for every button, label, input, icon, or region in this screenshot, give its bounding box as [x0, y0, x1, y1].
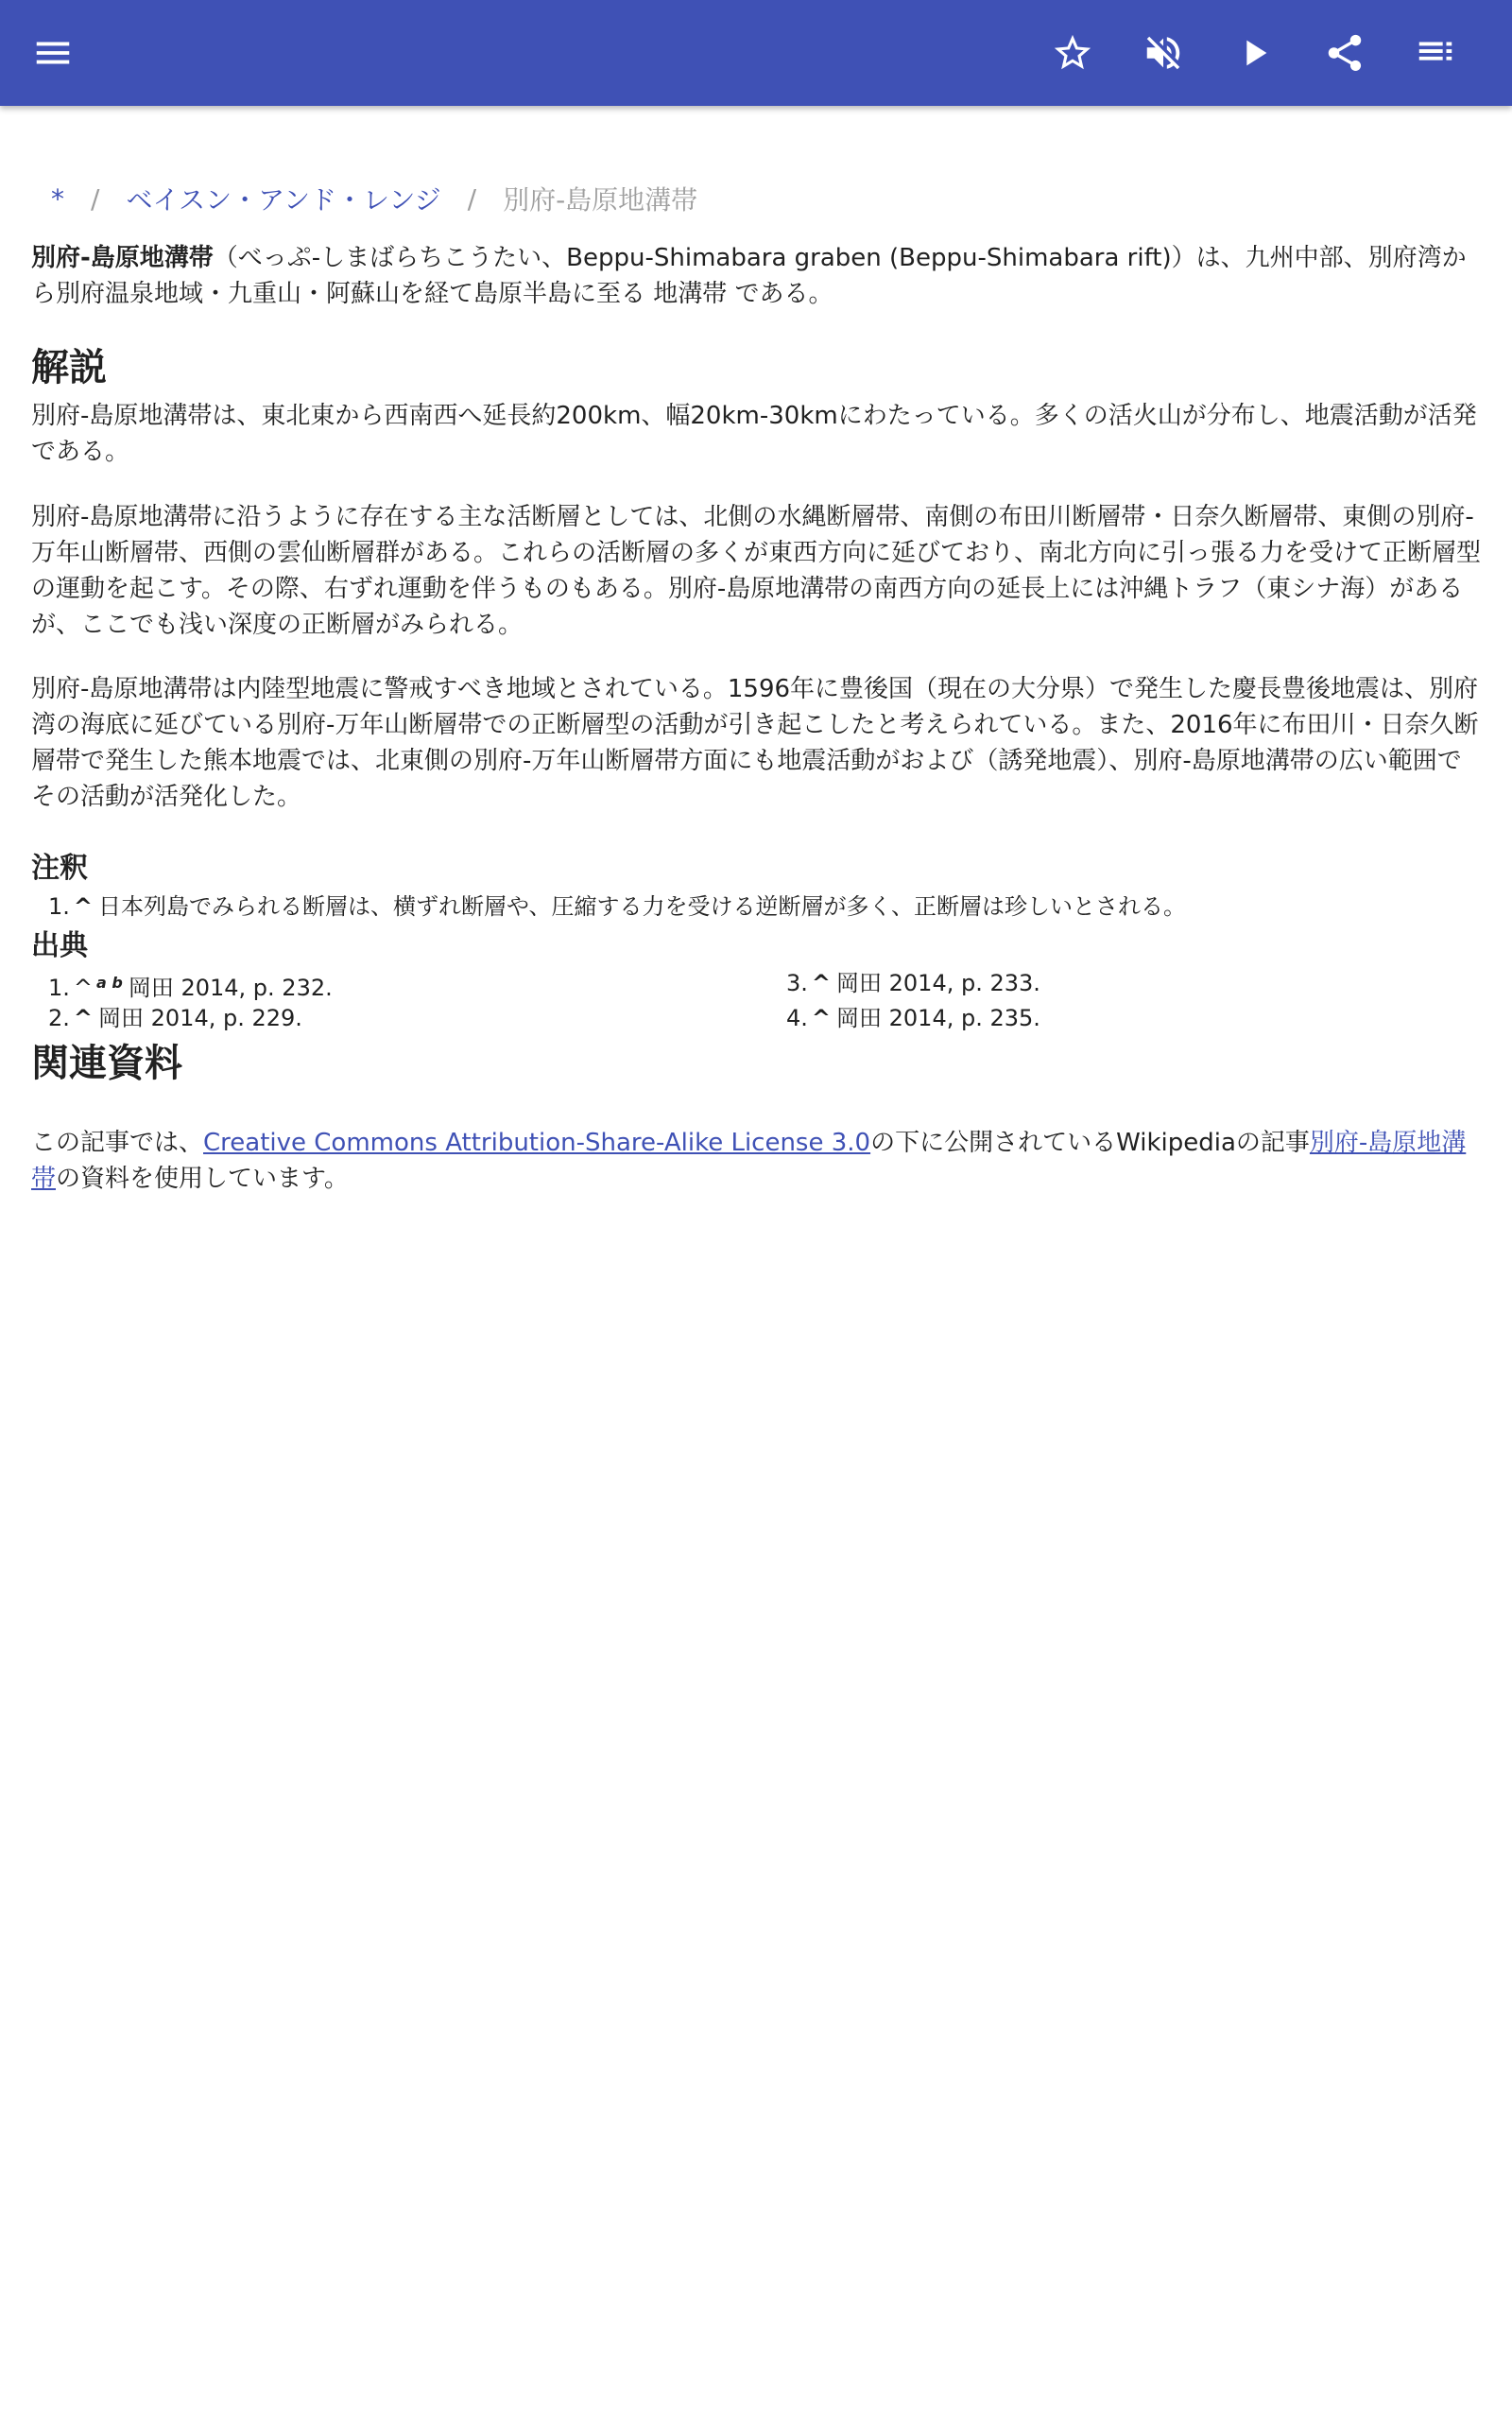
backlink-letters[interactable]: a b	[96, 974, 123, 992]
breadcrumb	[51, 170, 697, 227]
playlist-icon	[1414, 31, 1457, 75]
source-number: 4.	[786, 1005, 808, 1031]
source-text: 岡田 2014, p. 233.	[836, 970, 1040, 996]
app-bar	[0, 0, 1512, 106]
source-number: 2.	[48, 1005, 70, 1031]
play-button[interactable]	[1224, 23, 1284, 83]
note-number: 1.	[48, 893, 70, 920]
section-heading-notes: 注釈	[31, 852, 88, 885]
source-number: 1.	[48, 975, 70, 1001]
hamburger-menu-icon	[31, 31, 75, 75]
breadcrumb-separator: /	[467, 182, 477, 215]
backlink-caret: ^	[73, 975, 94, 1001]
paragraph: 別府-島原地溝帯に沿うように存在する主な活断層としては、北側の水縄断層帯、南側の布田川断層帯・日奈久断層帯、東側の別府-万年山断層帯、西側の雲仙断層群がある。これらの活断層の多くが東西方向に延びており、南北方向に引っ張る力を受けて正断層型の運動を起こす。その際、右ずれ運動を伴うものもある。別府-島原地溝帯の南西方向の延長上には沖縄トラフ（東シナ海）があるが、ここでも浅い深度の正断層がみられる。	[31, 503, 1482, 639]
breadcrumb-separator: /	[91, 182, 100, 215]
volume-off-icon	[1142, 31, 1185, 75]
paragraph: 別府-島原地溝帯は、東北東から西南西へ延長約200km、幅20km-30kmにわたっている。多くの活火山が分布し、地震活動が活発である。	[31, 402, 1477, 466]
section-heading-sources: 出典	[31, 929, 88, 962]
section-heading-kaisetsu: 解説	[31, 346, 107, 389]
license-prefix: この記事では、	[31, 1129, 204, 1157]
backlink-caret[interactable]: ^	[811, 970, 832, 996]
source-item	[786, 966, 1040, 1000]
playlist-button[interactable]	[1405, 23, 1466, 83]
license-suffix: の資料を使用しています。	[56, 1165, 349, 1193]
article-link[interactable]: 別府-島原地溝帯	[31, 1129, 1467, 1193]
lead-term: 別府-島原地溝帯	[31, 244, 214, 272]
mute-button[interactable]	[1133, 23, 1194, 83]
menu-button[interactable]	[23, 23, 83, 83]
source-item	[786, 1001, 1040, 1035]
lead-paragraph	[31, 240, 1482, 312]
lead-text: （べっぷ-しまばらちこうたい、Beppu-Shimabara graben (Beppu-Shimabara rift)）は、九州中部、別府湾から別府温泉地域・九重山・阿蘇山を経て島原半島に至る 地溝帯 である。	[31, 244, 1467, 308]
paragraph: 別府-島原地溝帯は内陸型地震に警戒すべき地域とされている。1596年に豊後国（現在の大分県）で発生した慶長豊後地震は、別府湾の海底に延びている別府-万年山断層帯での正断層型の活動が引き起こしたと考えられている。また、2016年に布田川・日奈久断層帯で発生した熊本地震では、北東側の別府-万年山断層帯方面にも地震活動がおよび（誘発地震）、別府‐島原地溝帯の広い範囲でその活動が活発化した。	[31, 675, 1479, 811]
source-item	[48, 1001, 302, 1035]
backlink-caret[interactable]: ^	[73, 1005, 94, 1031]
note-text: 日本列島でみられる断層は、横ずれ断層や、圧縮する力を受ける逆断層が多く、正断層は珍しいとされる。	[98, 893, 1187, 920]
license-link[interactable]: Creative Commons Attribution-Share-Alike License 3.0	[203, 1129, 871, 1157]
backlink-caret[interactable]: ^	[811, 1005, 832, 1031]
source-item	[48, 966, 333, 1005]
source-number: 3.	[786, 970, 808, 996]
backlink-caret[interactable]: ^	[73, 893, 94, 920]
source-text: 岡田 2014, p. 229.	[98, 1005, 302, 1031]
license-middle: の下に公開されているWikipediaの記事	[870, 1129, 1310, 1157]
breadcrumb-current: 別府-島原地溝帯	[503, 184, 698, 216]
share-button[interactable]	[1314, 23, 1375, 83]
bookmark-button[interactable]	[1042, 23, 1103, 83]
breadcrumb-root[interactable]: *	[51, 182, 64, 215]
play-icon	[1232, 31, 1276, 75]
note-item	[48, 890, 1186, 924]
star-icon	[1051, 31, 1094, 75]
section-heading-related: 関連資料	[31, 1042, 182, 1085]
share-icon	[1323, 31, 1366, 75]
source-text: 岡田 2014, p. 232.	[128, 975, 333, 1001]
breadcrumb-parent[interactable]: ベイスン・アンド・レンジ	[126, 184, 441, 216]
license-notice	[31, 1125, 1482, 1197]
source-text: 岡田 2014, p. 235.	[836, 1005, 1040, 1031]
